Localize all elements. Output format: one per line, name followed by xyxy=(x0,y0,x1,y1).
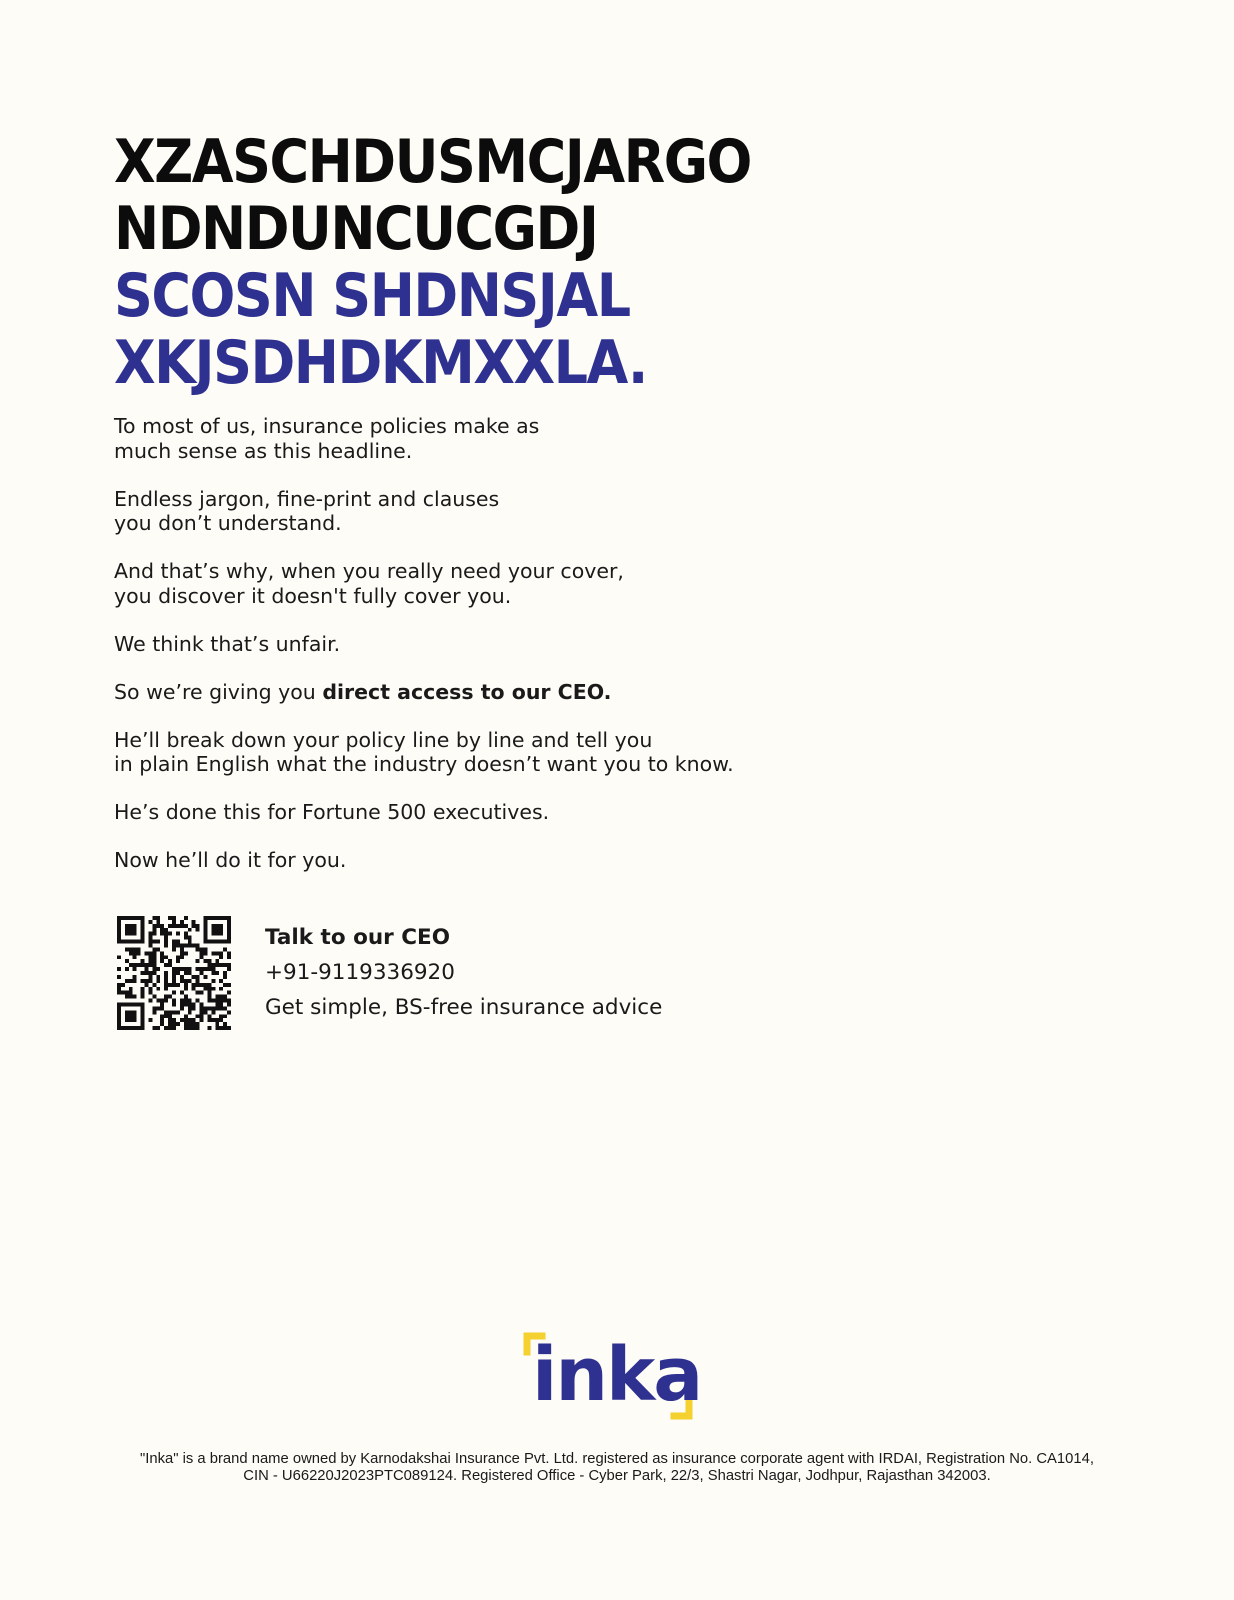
logo-wordmark: inka xyxy=(532,1332,702,1418)
paragraph-access-line xyxy=(114,680,754,705)
disclaimer-line-1: "Inka" is a brand name owned by Karnodakshai Insurance Pvt. Ltd. registered as insurance corporate agent with IRDAI, Registration No. CA1014, xyxy=(140,1451,1094,1467)
legal-disclaimer xyxy=(60,1451,1174,1485)
disclaimer-line-2: CIN - U66220J2023PTC089124. Registered Office - Cyber Park, 22/3, Shastri Nagar, Jodhpur, Rajasthan 342003. xyxy=(243,1468,991,1484)
paragraph-fortune-line: He’s done this for Fortune 500 executives. xyxy=(114,800,550,824)
paragraph-intro-line-2: much sense as this headline. xyxy=(114,438,413,463)
headline-line-4: XKJSDHDKMXXLA. xyxy=(114,328,647,398)
paragraph-unfair-line: We think that’s unfair. xyxy=(114,631,341,656)
headline xyxy=(114,128,751,396)
paragraph-intro xyxy=(114,414,754,463)
headline-line-3: SCOSN SHDNSJAL xyxy=(114,261,630,331)
headline-line-1: XZASCHDUSMCJARGO xyxy=(114,126,751,197)
phone-number[interactable]: +91-9119336920 xyxy=(265,960,455,985)
paragraph-now xyxy=(114,848,754,873)
body-copy xyxy=(114,414,754,896)
paragraph-access-emphasis: direct access to our CEO. xyxy=(322,679,612,704)
contact-cta: Talk to our CEO xyxy=(265,925,450,950)
paragraph-cover xyxy=(114,559,754,608)
paragraph-access-prefix: So we’re giving you xyxy=(114,679,323,704)
paragraph-jargon-line-2: you don’t understand. xyxy=(114,511,342,535)
paragraph-fortune xyxy=(114,800,754,825)
paragraph-intro-line-1: To most of us, insurance policies make as xyxy=(114,414,540,438)
paragraph-cover-line-2: you discover it doesn't fully cover you. xyxy=(114,583,512,608)
paragraph-jargon-line-1: Endless jargon, fine-print and clauses xyxy=(114,486,500,511)
paragraph-unfair xyxy=(114,632,754,657)
inka-logo xyxy=(516,1330,700,1426)
paragraph-breakdown xyxy=(114,728,754,777)
qr-code-icon[interactable] xyxy=(117,916,231,1030)
paragraph-breakdown-line-2: in plain English what the industry doesn’t want you to know. xyxy=(114,752,734,776)
paragraph-access xyxy=(114,680,754,705)
paragraph-breakdown-line-1: He’ll break down your policy line by line and tell you xyxy=(114,727,653,752)
paragraph-cover-line-1: And that’s why, when you really need your cover, xyxy=(114,559,624,583)
paragraph-now-line: Now he’ll do it for you. xyxy=(114,848,347,872)
paragraph-jargon xyxy=(114,487,754,536)
headline-line-2: NDNDUNCUCGDJ xyxy=(114,194,598,264)
contact-block xyxy=(265,920,662,1025)
contact-tagline: Get simple, BS-free insurance advice xyxy=(265,995,663,1020)
